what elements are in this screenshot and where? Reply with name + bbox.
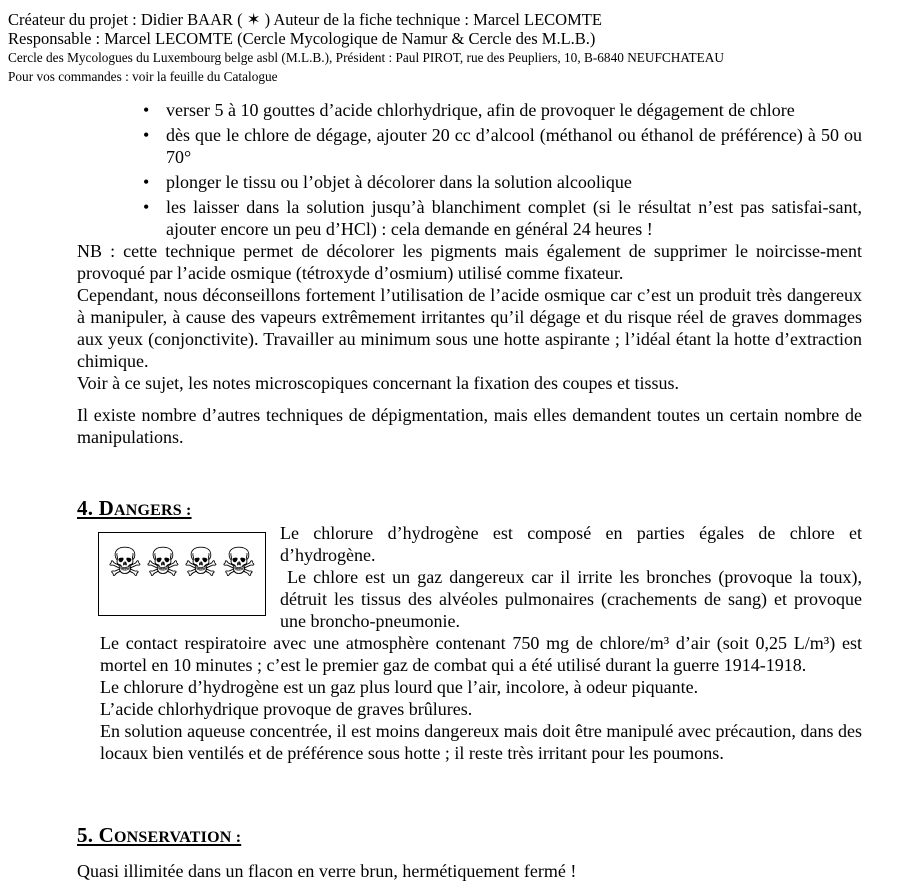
nb-paragraph: NB : cette technique permet de décolorer les pigments mais également de supprimer le noircisse-ment provoqué par l’acide osmique (tétroxyde d’osmium) utilisé comme fixateur. — [77, 241, 862, 283]
list-item-text: dès que le chlore de dégage, ajouter 20 cc d’alcool (méthanol ou éthanol de préférence) à 50 ou 70° — [166, 125, 862, 167]
list-item — [140, 99, 862, 121]
reference-paragraph: Voir à ce sujet, les notes microscopiques concernant la fixation des coupes et tissus. — [77, 373, 680, 393]
section-heading-dangers — [77, 496, 192, 521]
skull-crossbones-icon: ☠ — [183, 540, 219, 586]
list-item-text: verser 5 à 10 gouttes d’acide chlorhydrique, afin de provoquer le dégagement de chlore — [166, 100, 795, 120]
dangers-paragraph: Le contact respiratoire avec une atmosphère contenant 750 mg de chlore/m³ d’air (soit 0,25 L/m³) est mortel en 10 minutes ; c’est le premier gaz de combat qui a été utilisé durant la guerre 1914-1918. — [100, 633, 862, 675]
other-techniques-paragraph: Il existe nombre d’autres techniques de dépigmentation, mais elles demandent toutes un certain nombre de manipulations. — [77, 405, 862, 447]
list-item-text: les laisser dans la solution jusqu’à blanchiment complet (si le résultat n’est pas satisfai-sant, ajouter encore un peu d’HCl) : cela demande en général 24 heures ! — [166, 197, 862, 239]
dangers-paragraph: Le chlorure d’hydrogène est composé en parties égales de chlore et d’hydrogène. — [280, 523, 862, 565]
skull-crossbones-icon: ☠ — [107, 540, 143, 586]
heading-text: ANGERS : — [113, 502, 192, 519]
list-item — [140, 124, 862, 168]
header-creator-line: Créateur du projet : Didier BAAR ( ✶ ) Auteur de la fiche technique : Marcel LECOMTE — [8, 10, 602, 29]
header-responsible-line: Responsable : Marcel LECOMTE (Cercle Mycologique de Namur & Cercle des M.L.B.) — [8, 29, 596, 48]
skull-crossbones-icon: ☠ — [221, 540, 257, 586]
skull-crossbones-icon: ☠ — [145, 540, 181, 586]
header-orders-line: Pour vos commandes : voir la feuille du Catalogue — [8, 69, 278, 84]
list-item — [140, 171, 862, 193]
bullet-icon: • — [143, 172, 150, 192]
warning-paragraph: Cependant, nous déconseillons fortement l’utilisation de l’acide osmique car c’est un produit très dangereux à manipuler, à cause des vapeurs extrêmement irritantes qu’il dégage et du risque réel de graves dommages aux yeux (conjonctivite). Travailler au minimum sous une hotte aspirante ; l’idéal étant la hotte d’extraction chimique. — [77, 285, 862, 371]
bullet-icon: • — [143, 197, 150, 217]
dangers-text — [100, 632, 862, 764]
list-item — [140, 196, 862, 240]
heading-number: 4. D — [77, 496, 114, 520]
bullet-icon: • — [143, 100, 150, 120]
conservation-text: Quasi illimitée dans un flacon en verre brun, hermétiquement fermé ! — [77, 861, 577, 881]
header-club-line: Cercle des Mycologues du Luxembourg belge asbl (M.L.B.), Président : Paul PIROT, rue des Peupliers, 10, B-6840 NEUFCHATEAU — [8, 50, 724, 65]
dangers-paragraph: Le chlore est un gaz dangereux car il irrite les bronches (provoque la toux), détruit les tissus des alvéoles pulmonaires (crachements de sang) et provoque une broncho-pneumonie. — [280, 567, 867, 631]
list-item-text: plonger le tissu ou l’objet à décolorer dans la solution alcoolique — [166, 172, 632, 192]
dangers-paragraph: Le chlorure d’hydrogène est un gaz plus lourd que l’air, incolore, à odeur piquante. — [100, 677, 699, 697]
procedure-list — [140, 99, 862, 243]
section-heading-conservation — [77, 823, 241, 848]
bullet-icon: • — [143, 125, 150, 145]
dangers-side-text — [280, 522, 867, 632]
hazard-pictogram-box — [98, 532, 266, 616]
body-text — [77, 240, 862, 448]
dangers-paragraph: En solution aqueuse concentrée, il est moins dangereux mais doit être manipulé avec précaution, dans des locaux bien ventilés et de préférence sous hotte ; il reste très irritant pour les poumons. — [100, 721, 862, 763]
header — [8, 10, 724, 86]
dangers-paragraph: L’acide chlorhydrique provoque de graves brûlures. — [100, 699, 473, 719]
heading-number: 5. C — [77, 823, 114, 847]
heading-text: ONSERVATION : — [113, 829, 242, 846]
